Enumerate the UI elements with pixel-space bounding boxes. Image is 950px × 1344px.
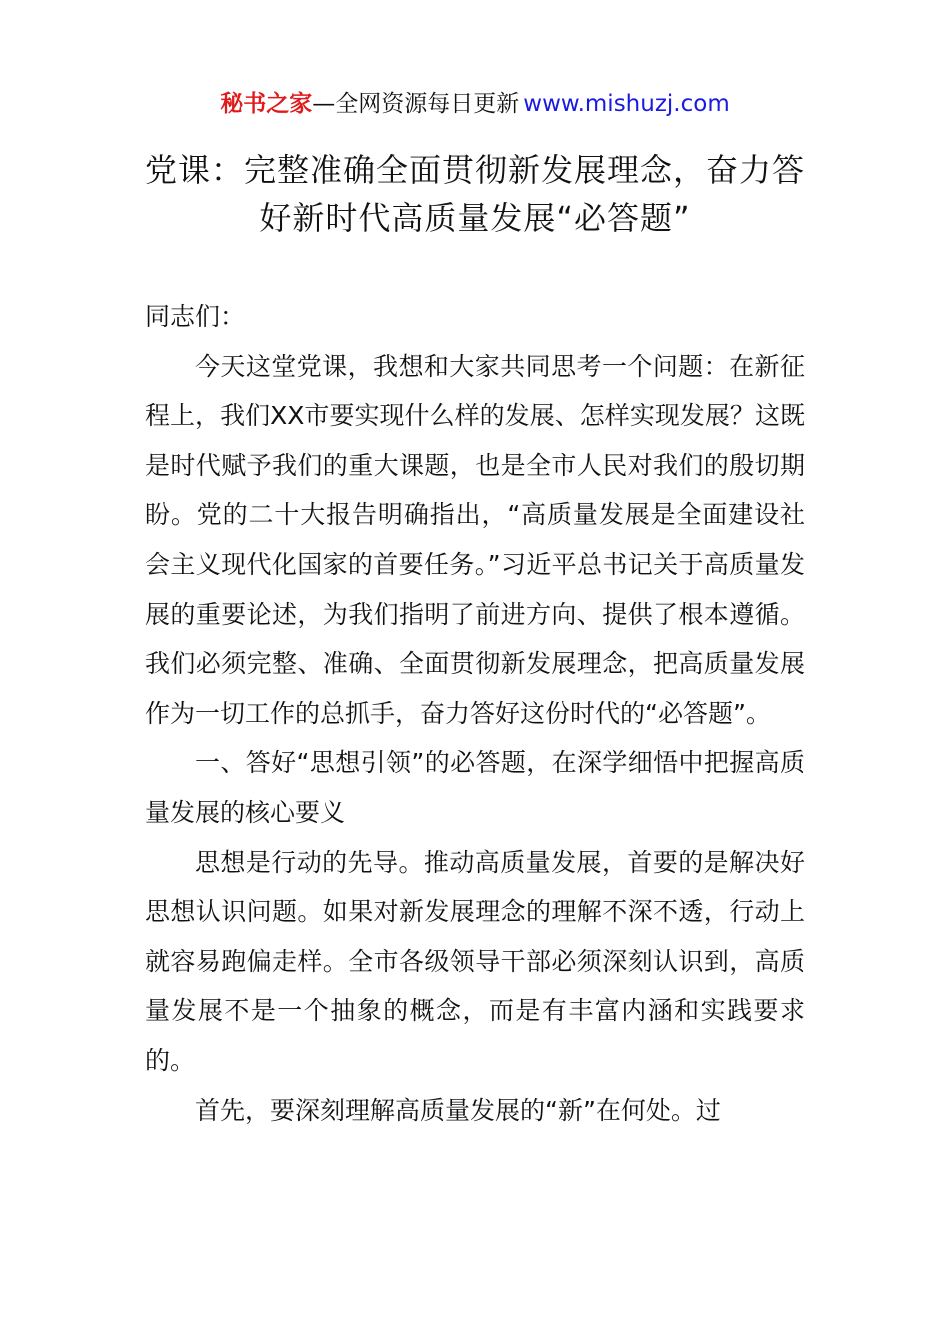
- title-line-1: 党课：完整准确全面贯彻新发展理念，奋力答: [144, 151, 805, 189]
- paragraph-intro: 今天这堂党课，我想和大家共同思考一个问题：在新征程上，我们XX市要实现什么样的发展、怎样实现发展？这既是时代赋予我们的重大课题，也是全市人民对我们的殷切期盼。党的二十大报告明确指出，“高质量发展是全面建设社会主义现代化国家的首要任务。”习近平总书记关于高质量发展的重要论述，为我们指明了前进方向、提供了根本遵循。我们必须完整、准确、全面贯彻新发展理念，把高质量发展作为一切工作的总抓手，奋力答好这份时代的“必答题”。: [145, 351, 805, 728]
- document-title: [120, 146, 830, 242]
- paragraph-first-point: 首先，要深刻理解高质量发展的“新”在何处。过: [195, 1095, 721, 1125]
- document-body: [145, 292, 805, 1135]
- site-url-link[interactable]: www.mishuzj.com: [523, 91, 730, 117]
- header-tagline: —全网资源每日更新: [312, 91, 520, 117]
- brand-name: 秘书之家: [220, 91, 313, 117]
- paragraph-thought-guidance: 思想是行动的先导。推动高质量发展，首要的是解决好思想认识问题。如果对新发展理念的理解不深不透，行动上就容易跑偏走样。全市各级领导干部必须深刻认识到，高质量发展不是一个抽象的概念，而是有丰富内涵和实践要求的。: [145, 847, 805, 1075]
- section-heading-1: 一、答好“思想引领”的必答题，在深学细悟中把握高质量发展的核心要义: [145, 748, 805, 827]
- title-line-2: 好新时代高质量发展“必答题”: [259, 199, 691, 237]
- site-header: [0, 86, 950, 122]
- salutation: 同志们：: [145, 302, 246, 331]
